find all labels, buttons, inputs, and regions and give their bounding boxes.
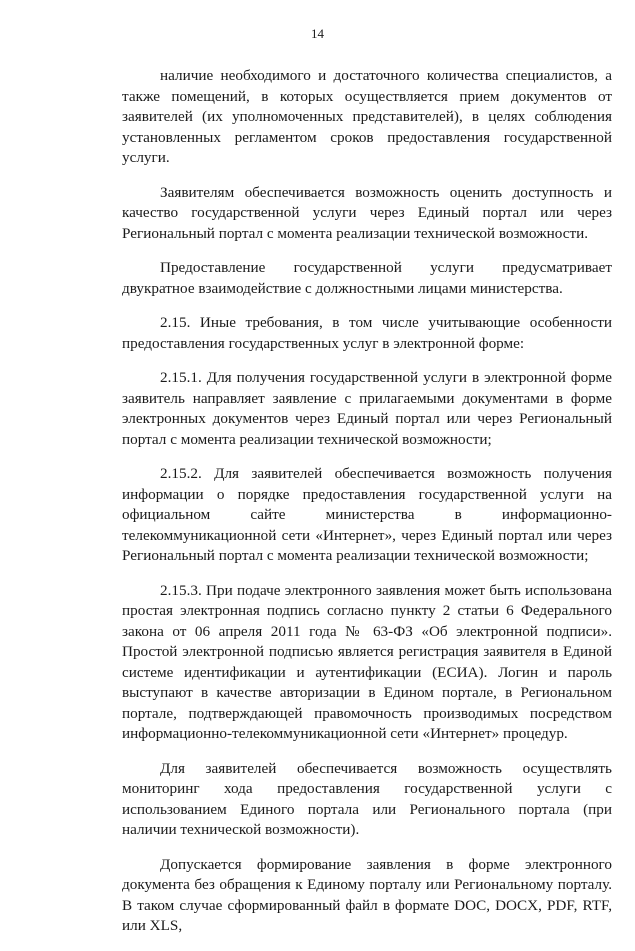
- paragraph-electronic-document: Допускается формирование заявления в форме электронного документа без обращения к Единому порталу или Региональному порталу. В таком случае сформированный файл в формате DOC, DOCX, PDF, RTF, или XLS,: [122, 855, 612, 934]
- page-number: 14: [311, 26, 324, 41]
- document-body: [122, 66, 612, 951]
- paragraph-quality-assessment: Заявителям обеспечивается возможность оценить доступность и качество государственной услуги через Единый портал или через Региональный портал с момента реализации технической возможности.: [122, 183, 612, 242]
- paragraph-monitoring: Для заявителей обеспечивается возможность осуществлять мониторинг хода предоставления государственной услуги с использованием Единого портала или Регионального портала (при наличии технической возможности).: [122, 759, 612, 838]
- paragraph-section-2-15-2: 2.15.2. Для заявителей обеспечивается возможность получения информации о порядке предоставления государственной услуги на официальном сайте министерства в информационно-телекоммуникационной сети «Интернет», через Единый портал или через Региональный портал с момента реализации технической возможности;: [122, 465, 612, 564]
- paragraph-section-2-15-1: 2.15.1. Для получения государственной услуги в электронной форме заявитель направляет заявление с прилагаемыми документами в форме электронных документов через Единый портал или через Региональный портал с момента реализации технической возможности;: [122, 369, 612, 448]
- paragraph-section-2-15: 2.15. Иные требования, в том числе учитывающие особенности предоставления государственных услуг в электронной форме:: [122, 314, 612, 352]
- paragraph-staff-premises: наличие необходимого и достаточного количества специалистов, а также помещений, в которых осуществляется прием документов от заявителей (их уполномоченных представителей), в целях соблюдения установленных регламентом сроков предоставления государственной услуги.: [122, 67, 612, 166]
- paragraph-section-2-15-3: 2.15.3. При подаче электронного заявления может быть использована простая электронная подпись согласно пункту 2 статьи 6 Федерального закона от 06 апреля 2011 года № 63-ФЗ «Об электронной подписи». Простой электронной подписью является регистрация заявителя в Единой системе идентификации и аутентификации (ЕСИА). Логин и пароль выступают в качестве авторизации в Едином портале, в Региональном портале, подтверждающей правомочность производимых посредством информационно-телекоммуникационной сети «Интернет» процедур.: [122, 581, 612, 742]
- paragraph-double-interaction: Предоставление государственной услуги предусматривает двукратное взаимодействие с должностными лицами министерства.: [122, 259, 612, 297]
